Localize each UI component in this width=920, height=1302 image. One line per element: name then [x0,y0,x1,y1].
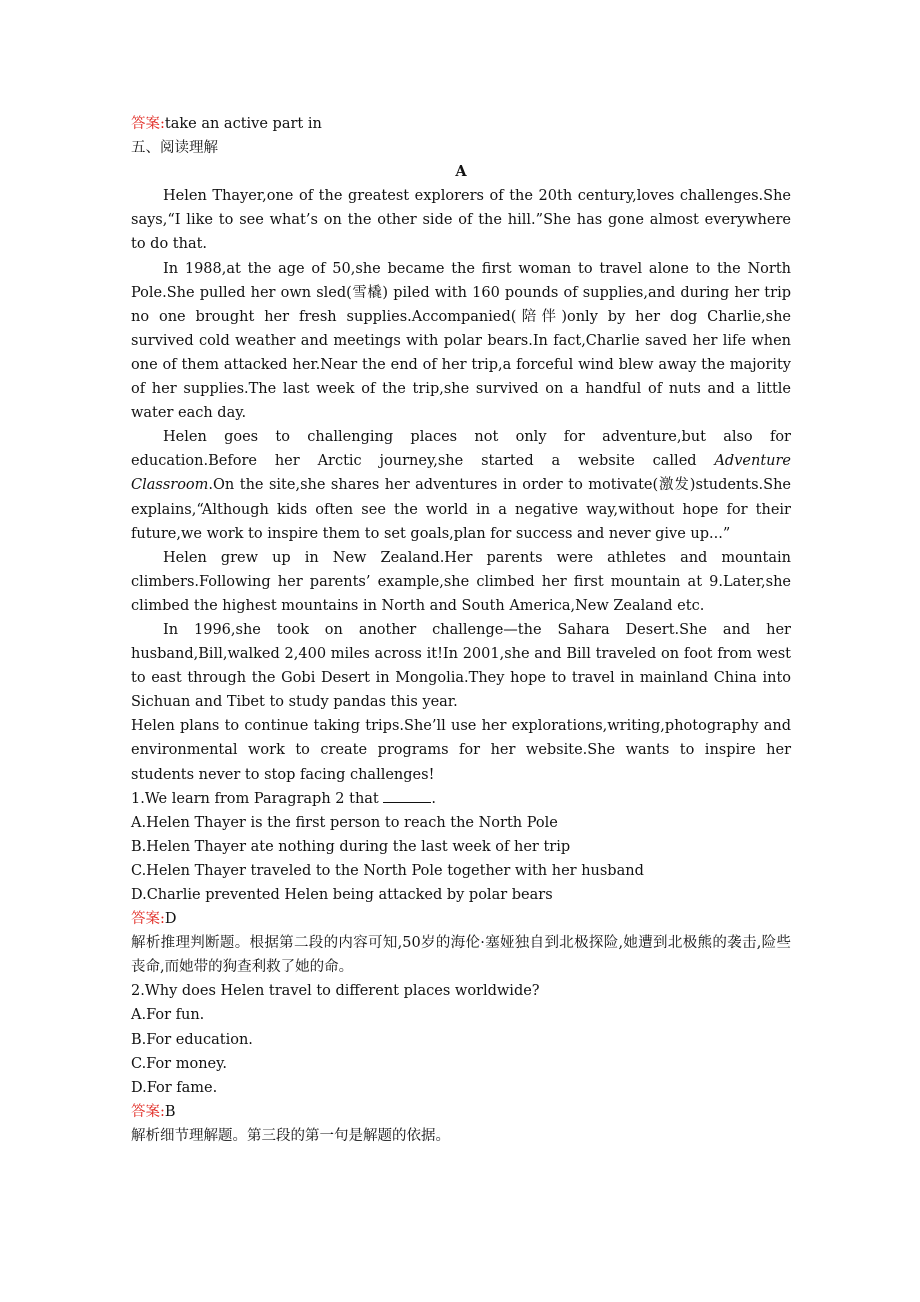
answer-value: D [164,911,177,928]
question-2-option-d: D.For fame. [131,1079,218,1096]
answer-blank [383,788,431,803]
passage-paragraph-1: Helen Thayer,one of the greatest explorers of the 20th century,loves challenges.She says,“I like to see what’s on the other side of the hill.”She has gone almost everywhere to do that. [131,188,791,253]
website-name: Adventure Classroom [131,453,791,494]
question-1-stem [131,787,791,811]
question-1-option-d: D.Charlie prevented Helen being attacked by polar bears [131,887,553,903]
answer-label: 答案: [131,1103,165,1120]
question-1-option-a: A.Helen Thayer is the first person to reach the North Pole [131,814,558,831]
question-2-option-a: A.For fun. [131,1007,205,1024]
question-1-text: 1.We learn from Paragraph 2 that [131,790,379,807]
section-title: 五、阅读理解 [131,140,218,157]
passage-letter: A [455,163,467,181]
document-page [131,112,791,1148]
question-2-option-b: B.For education. [131,1031,253,1048]
passage-paragraph-3 [131,425,791,545]
question-1-option-c: C.Helen Thayer traveled to the North Pole together with her husband [131,862,644,879]
passage-paragraph-5: In 1996,she took on another challenge—the Sahara Desert.She and her husband,Bill,walked 2,400 miles across it!In 2001,she and Bill traveled on foot from west to east through the Gobi Desert in Mongolia.They hope to travel in mainland China into Sichuan and Tibet to study pandas this year. [131,621,791,711]
question-1-answer [131,907,791,931]
answer-label: 答案: [131,116,165,132]
answer-text: take an active part in [164,116,322,132]
answer-value: B [164,1103,176,1120]
question-2-analysis: 解析细节理解题。第三段的第一句是解题的依据。 [131,1127,450,1144]
question-2-option-c: C.For money. [131,1055,227,1072]
previous-answer [131,112,791,136]
question-2-answer [131,1100,791,1124]
question-2-stem: 2.Why does Helen travel to different places worldwide? [131,983,540,1000]
paragraph-3-part-2: .On the site,she shares her adventures in order to motivate(激发)students.She explains,“Although kids often see the world in a negative way,without hope for their future,we work to inspire them to set goals,plan for success and never give up...” [131,477,791,542]
answer-label: 答案: [131,911,165,928]
passage-paragraph-2: In 1988,at the age of 50,she became the first woman to travel alone to the North Pole.She pulled her own sled(雪橇) piled with 160 pounds of supplies,and during her trip no one brought her fresh supplies.Accompanied(陪伴)only by her dog Charlie,she survived cold weather and meetings with polar bears.In fact,Charlie saved her life when one of them attacked her.Near the end of her trip,a forceful wind blew away the majority of her supplies.The last week of the trip,she survived on a handful of nuts and a little water each day. [131,260,791,422]
paragraph-3-part-1: Helen goes to challenging places not only for adventure,but also for education.Before her Arctic journey,she started a website called [131,429,791,470]
question-1-option-b: B.Helen Thayer ate nothing during the last week of her trip [131,838,571,855]
passage-paragraph-4: Helen grew up in New Zealand.Her parents were athletes and mountain climbers.Following her parents’ example,she climbed her first mountain at 9.Later,she climbed the highest mountains in North and South America,New Zealand etc. [131,549,791,614]
passage-paragraph-6: Helen plans to continue taking trips.She’ll use her explorations,writing,photography and environmental work to create programs for her website.She wants to inspire her students never to stop facing challenges! [131,718,791,783]
question-1-end: . [431,790,436,807]
question-1-analysis: 解析推理判断题。根据第二段的内容可知,50岁的海伦·塞娅独自到北极探险,她遭到北极熊的袭击,险些丧命,而她带的狗查利救了她的命。 [131,935,791,976]
